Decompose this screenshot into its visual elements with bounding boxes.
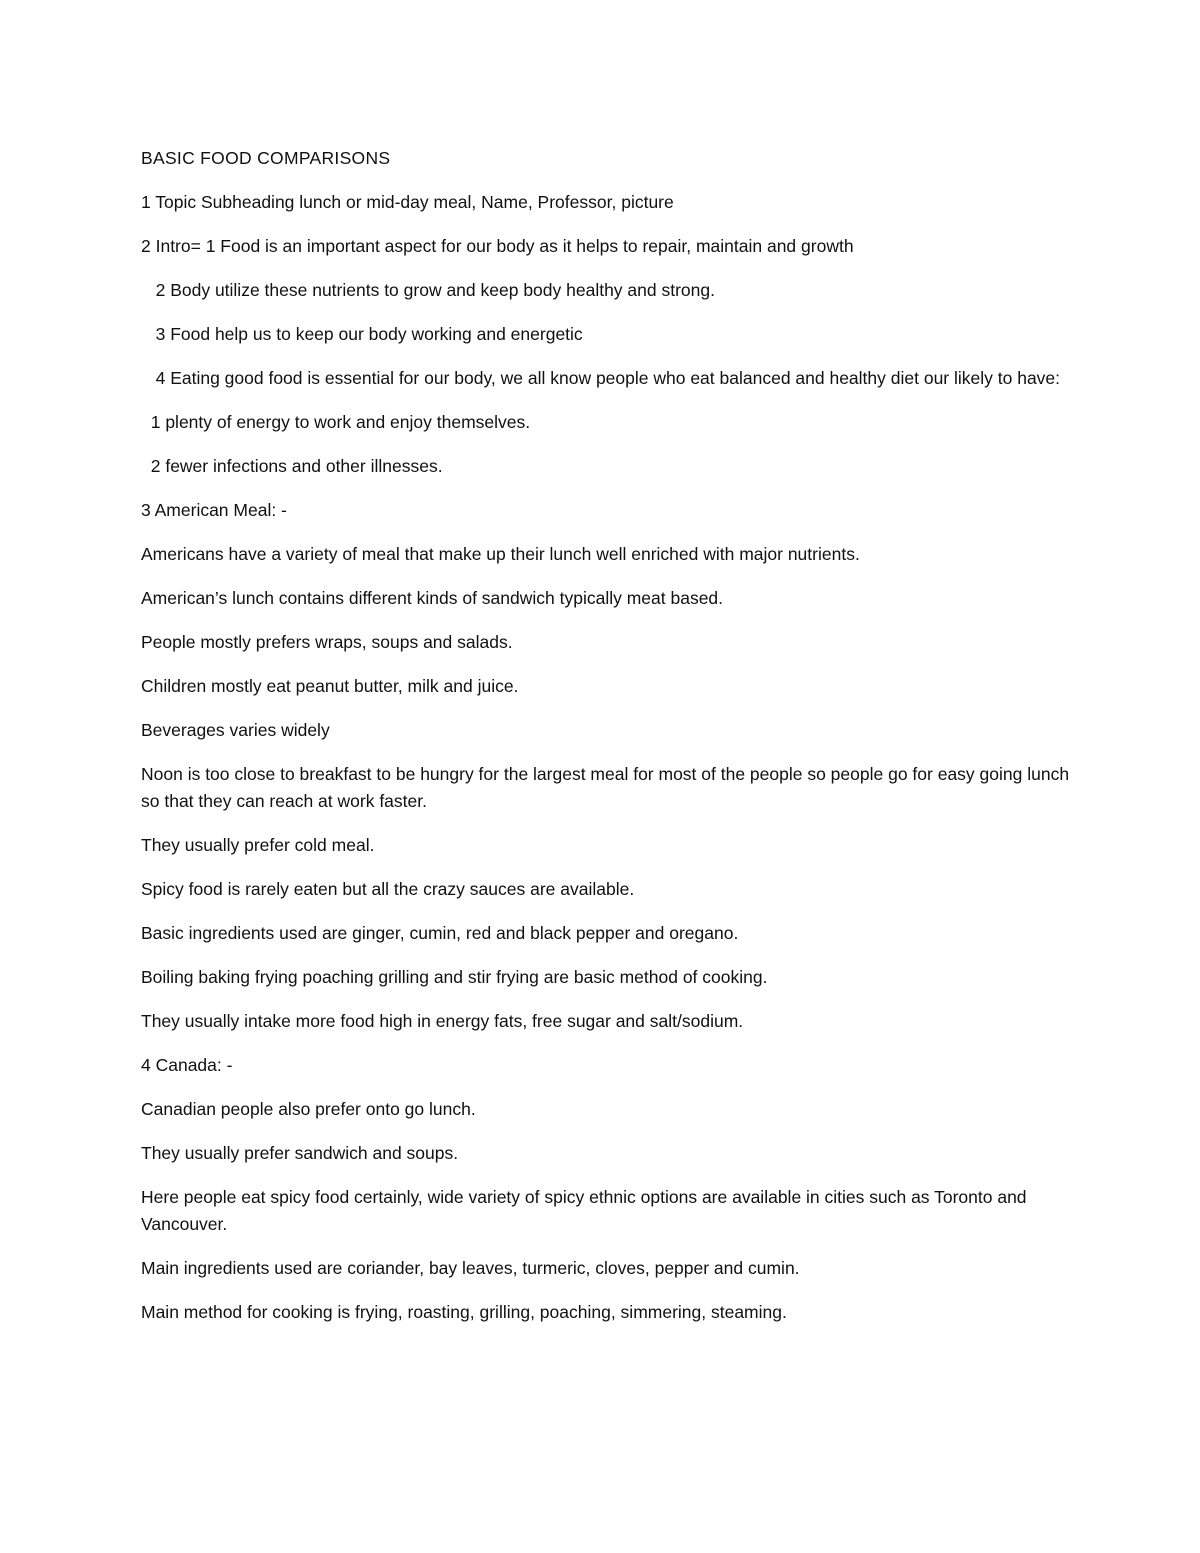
canada-paragraph: Canadian people also prefer onto go lunch. [141, 1099, 476, 1119]
canada-paragraph: Here people eat spicy food certainly, wide variety of spicy ethnic options are available in cities such as Toronto and Vancouver. [141, 1187, 1032, 1234]
intro-line-3: 3 Food help us to keep our body working and energetic [141, 324, 583, 344]
intro-line-4: 4 Eating good food is essential for our body, we all know people who eat balanced and healthy diet our likely to have: [141, 368, 1061, 388]
canada-paragraph: Main ingredients used are coriander, bay leaves, turmeric, cloves, pepper and cumin. [141, 1258, 800, 1278]
american-paragraph: Noon is too close to breakfast to be hungry for the largest meal for most of the people so people go for easy going lunch so that they can reach at work faster. [141, 764, 1074, 811]
american-paragraph: People mostly prefers wraps, soups and salads. [141, 632, 513, 652]
document-title: BASIC FOOD COMPARISONS [141, 148, 391, 168]
american-meal-heading: 3 American Meal: - [141, 500, 287, 520]
american-paragraph: They usually prefer cold meal. [141, 835, 375, 855]
american-paragraph: Basic ingredients used are ginger, cumin, red and black pepper and oregano. [141, 923, 739, 943]
intro-subpoint-2: 2 fewer infections and other illnesses. [141, 456, 443, 476]
canada-heading: 4 Canada: - [141, 1055, 233, 1075]
american-paragraph: Americans have a variety of meal that make up their lunch well enriched with major nutrients. [141, 544, 860, 564]
intro-subpoint-1: 1 plenty of energy to work and enjoy themselves. [141, 412, 531, 432]
canada-paragraph: They usually prefer sandwich and soups. [141, 1143, 459, 1163]
american-paragraph: Children mostly eat peanut butter, milk and juice. [141, 676, 519, 696]
american-paragraph: American’s lunch contains different kinds of sandwich typically meat based. [141, 588, 724, 608]
intro-line-2: 2 Body utilize these nutrients to grow and keep body healthy and strong. [141, 280, 715, 300]
document-body [141, 145, 1074, 1343]
american-paragraph: Beverages varies widely [141, 720, 330, 740]
topic-line: 1 Topic Subheading lunch or mid-day meal, Name, Professor, picture [141, 192, 674, 212]
american-paragraph: They usually intake more food high in energy fats, free sugar and salt/sodium. [141, 1011, 744, 1031]
intro-line-1: 2 Intro= 1 Food is an important aspect for our body as it helps to repair, maintain and growth [141, 236, 854, 256]
american-paragraph: Boiling baking frying poaching grilling and stir frying are basic method of cooking. [141, 967, 768, 987]
canada-paragraph: Main method for cooking is frying, roasting, grilling, poaching, simmering, steaming. [141, 1302, 787, 1322]
american-paragraph: Spicy food is rarely eaten but all the crazy sauces are available. [141, 879, 635, 899]
